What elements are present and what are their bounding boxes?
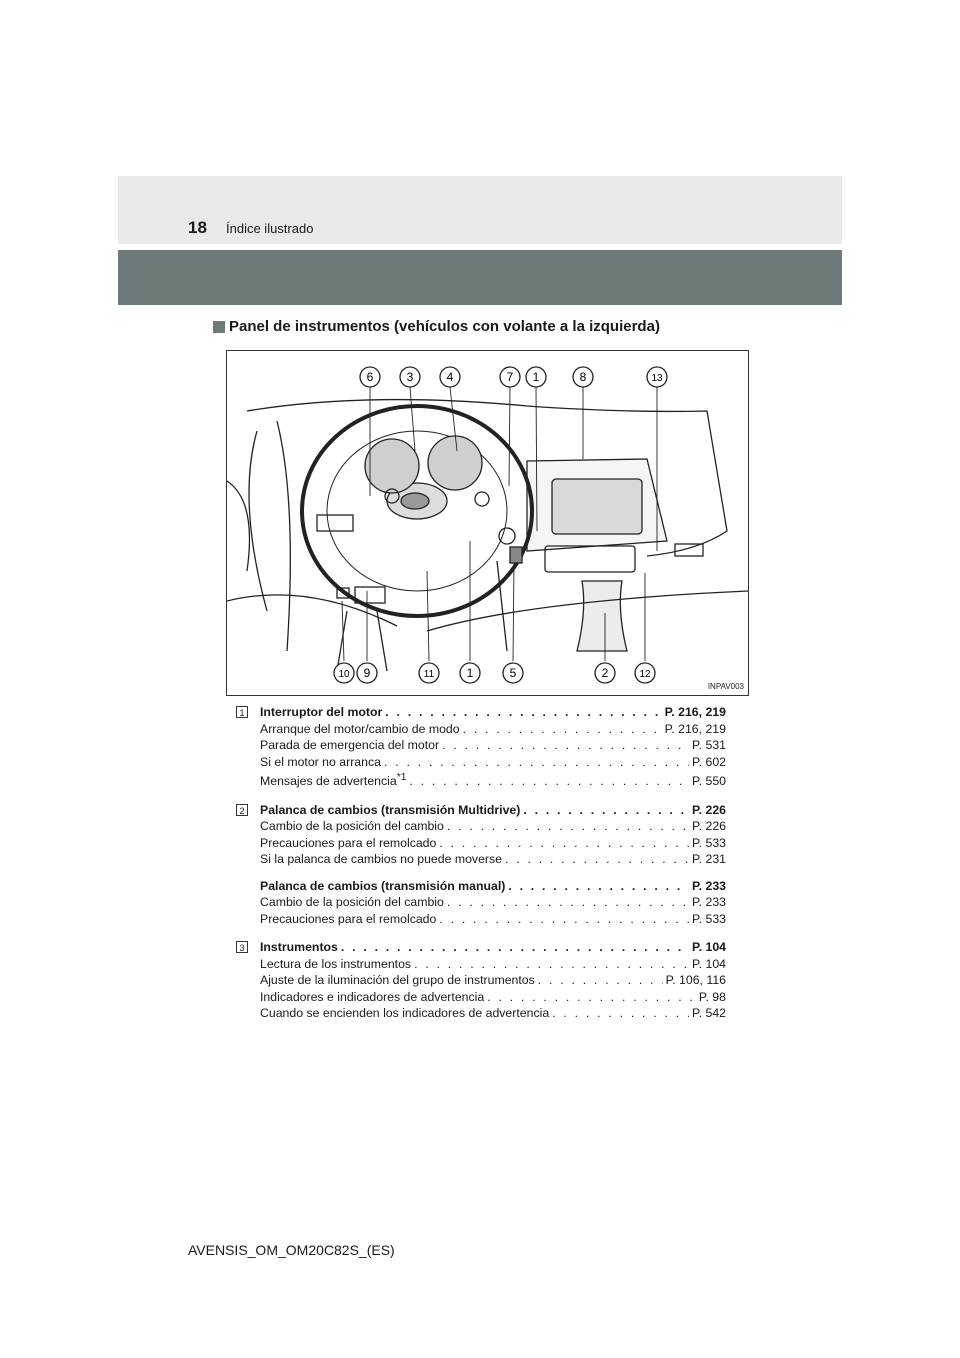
page-reference: P. 533 — [692, 911, 726, 926]
entry-label-text: Arranque del motor/cambio de modo — [260, 721, 460, 736]
entry-item — [260, 911, 726, 928]
dot-leader — [384, 754, 689, 771]
dot-leader — [385, 704, 661, 721]
entry-label — [260, 1005, 549, 1022]
bottom-callout-1 — [334, 663, 354, 683]
entry-label-text: Precauciones para el remolcado — [260, 911, 437, 926]
entry-item — [260, 737, 726, 754]
page-reference: P. 231 — [692, 852, 726, 867]
entry-label-text: Lectura de los instrumentos — [260, 956, 412, 971]
dashboard-drawing — [227, 351, 748, 695]
index-entry — [236, 704, 726, 790]
top-callout-label: 7 — [506, 370, 514, 384]
entry-label — [260, 704, 382, 721]
entry-label-text: Parada de emergencia del motor — [260, 738, 440, 752]
bottom-callout-3 — [419, 663, 439, 683]
entry-label-text: Si el motor no arranca — [260, 754, 381, 769]
entry-group — [260, 704, 726, 790]
top-callout-1 — [360, 367, 380, 387]
entry-item — [260, 818, 726, 835]
callouts-bottom — [334, 663, 655, 683]
index-entries — [236, 704, 726, 1034]
top-callout-4 — [500, 367, 520, 387]
bottom-callout-label: 12 — [639, 669, 651, 680]
entry-item — [260, 851, 726, 868]
square-marker-icon — [213, 321, 225, 333]
dot-leader — [523, 802, 689, 819]
callouts-top — [360, 367, 667, 387]
page-reference: P. 233 — [692, 878, 726, 893]
entry-label — [260, 770, 406, 790]
entry-item — [260, 956, 726, 973]
entry-item — [260, 770, 726, 790]
entry-label-text: Instrumentos — [260, 940, 338, 955]
top-callout-label: 3 — [406, 370, 414, 384]
page-reference: P. 104 — [692, 956, 726, 971]
section-title: Índice ilustrado — [226, 221, 314, 236]
dot-leader — [447, 818, 689, 835]
bottom-callout-label: 10 — [338, 669, 350, 680]
bottom-callout-label: 2 — [601, 666, 609, 680]
dot-leader — [487, 989, 696, 1006]
entry-group — [260, 939, 726, 1022]
entry-label — [260, 911, 436, 928]
entry-number-box: 1 — [236, 706, 248, 718]
entry-label — [260, 721, 460, 738]
dashboard-illustration — [226, 350, 749, 696]
entry-label — [260, 835, 436, 852]
dot-leader — [505, 851, 689, 868]
sub-heading-text: Panel de instrumentos (vehículos con volante a la izquierda) — [229, 318, 660, 335]
page-reference: P. 226 — [692, 802, 726, 817]
dot-leader — [463, 721, 662, 738]
dot-leader — [439, 835, 689, 852]
entry-group — [260, 878, 726, 928]
bottom-callout-5 — [503, 663, 523, 683]
page-reference: P. 542 — [692, 1006, 726, 1021]
top-callout-2 — [400, 367, 420, 387]
sub-heading — [213, 318, 660, 335]
entry-label-text: Si la palanca de cambios no puede moverse — [260, 852, 502, 867]
dot-leader — [439, 911, 689, 928]
footnote-marker: *1 — [396, 772, 407, 783]
top-callout-5 — [526, 367, 546, 387]
index-entry — [236, 939, 726, 1022]
entry-heading — [260, 802, 726, 819]
entry-label-text: Cambio de la posición del cambio — [260, 895, 444, 910]
page-reference: P. 550 — [692, 774, 726, 789]
entry-label — [260, 972, 535, 989]
dot-leader — [538, 972, 663, 989]
entry-item — [260, 894, 726, 911]
entry-item — [260, 972, 726, 989]
bottom-callout-4 — [460, 663, 480, 683]
dot-leader — [414, 956, 689, 973]
page-reference: P. 602 — [692, 754, 726, 769]
figure-code: INPAV003 — [707, 682, 744, 691]
top-callout-label: 13 — [651, 373, 663, 384]
page-reference: P. 98 — [698, 989, 726, 1004]
header-dark-band — [118, 250, 842, 305]
entry-number-box: 2 — [236, 804, 248, 816]
entry-label-text: Cambio de la posición del cambio — [260, 819, 444, 834]
top-callout-label: 1 — [532, 370, 540, 384]
entry-label — [260, 878, 505, 895]
entry-label-text: Ajuste de la iluminación del grupo de instrumentos — [260, 973, 535, 988]
top-callout-label: 8 — [579, 370, 587, 384]
entry-heading — [260, 878, 726, 895]
bottom-callout-label: 11 — [423, 669, 435, 680]
page-reference: P. 226 — [692, 819, 726, 834]
entry-label — [260, 851, 502, 868]
entry-number-box: 3 — [236, 941, 248, 953]
entry-item — [260, 754, 726, 771]
entry-heading — [260, 704, 726, 721]
page-reference: P. 106, 116 — [665, 973, 726, 988]
entry-label-text: Precauciones para el remolcado — [260, 835, 437, 850]
bottom-callout-2 — [357, 663, 377, 683]
top-callout-3 — [440, 367, 460, 387]
bottom-callout-6 — [595, 663, 615, 683]
entry-label — [260, 802, 520, 819]
page-reference: P. 531 — [692, 738, 726, 752]
dot-leader — [409, 773, 689, 790]
entry-label — [260, 939, 338, 956]
dot-leader — [552, 1005, 689, 1022]
entry-heading — [260, 939, 726, 956]
entry-item — [260, 721, 726, 738]
entry-label — [260, 989, 484, 1006]
entry-label-text: Cuando se encienden los indicadores de advertencia — [260, 1006, 550, 1021]
entry-label-text: Indicadores e indicadores de advertencia — [260, 989, 485, 1004]
dot-leader — [508, 878, 689, 895]
entry-label-text: Palanca de cambios (transmisión manual) — [260, 878, 506, 893]
entry-label-text: Palanca de cambios (transmisión Multidrive) — [260, 802, 521, 817]
page-reference: P. 216, 219 — [664, 705, 726, 719]
bottom-callout-7 — [635, 663, 655, 683]
page-reference: P. 216, 219 — [664, 721, 726, 736]
entry-item — [260, 1005, 726, 1022]
entry-item — [260, 835, 726, 852]
top-callout-7 — [647, 367, 667, 387]
page-reference: P. 233 — [692, 895, 726, 910]
entry-label-text: Interruptor del motor — [260, 705, 383, 719]
entry-label — [260, 894, 444, 911]
dot-leader — [341, 939, 689, 956]
entry-label-text: Mensajes de advertencia — [260, 774, 397, 789]
dot-leader — [447, 894, 689, 911]
index-entry — [236, 802, 726, 928]
bottom-callout-label: 5 — [509, 666, 517, 680]
top-callout-label: 4 — [446, 370, 454, 384]
entry-label — [260, 818, 444, 835]
dot-leader — [442, 737, 689, 754]
entry-group — [260, 802, 726, 868]
entry-label — [260, 754, 381, 771]
entry-label — [260, 737, 439, 754]
page-number: 18 — [188, 218, 207, 237]
page-reference: P. 533 — [692, 835, 726, 850]
bottom-callout-label: 9 — [363, 666, 371, 680]
footer-code: AVENSIS_OM_OM20C82S_(ES) — [188, 1242, 395, 1258]
top-callout-label: 6 — [366, 370, 374, 384]
entry-item — [260, 989, 726, 1006]
page-reference: P. 104 — [692, 940, 726, 955]
top-callout-6 — [573, 367, 593, 387]
bottom-callout-label: 1 — [466, 666, 474, 680]
entry-label — [260, 956, 411, 973]
